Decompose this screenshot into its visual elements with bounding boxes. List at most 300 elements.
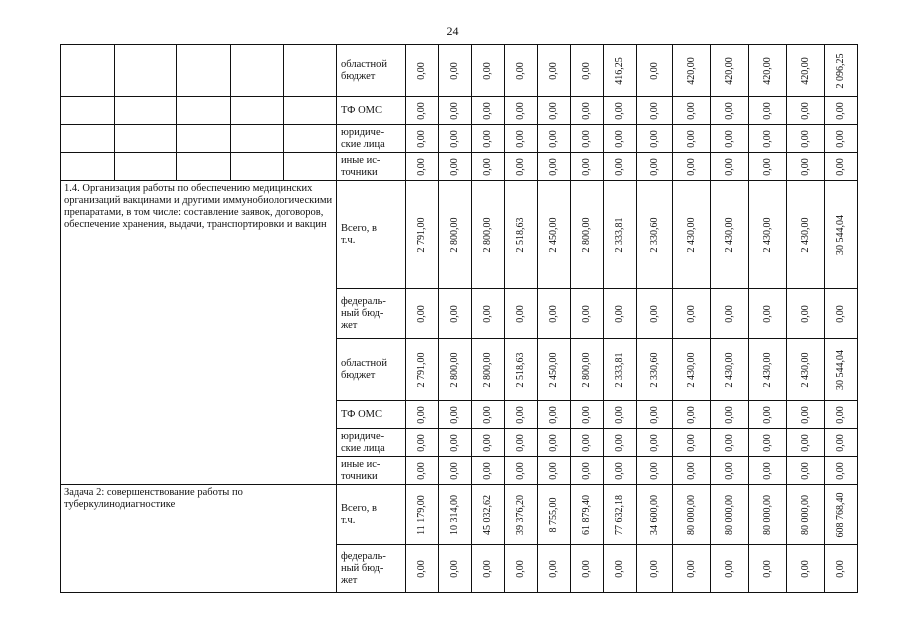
value-text: 0,00 <box>685 101 697 120</box>
value-cell <box>604 289 637 339</box>
value-cell <box>571 181 604 289</box>
value-text: 2 450,00 <box>548 352 559 387</box>
value-text: 0,00 <box>416 304 427 323</box>
value-text: 0,00 <box>648 157 660 176</box>
table-row <box>61 97 858 125</box>
value-cell <box>439 339 472 401</box>
value-text: 420,00 <box>723 56 735 85</box>
value-cell <box>637 153 673 181</box>
value-cell <box>711 429 749 457</box>
page-number: 24 <box>446 24 459 38</box>
empty-cell <box>284 153 337 181</box>
value-cell <box>825 45 858 97</box>
value-text: 0,00 <box>515 461 526 480</box>
value-cell <box>749 429 787 457</box>
value-cell <box>505 125 538 153</box>
value-cell <box>711 457 749 485</box>
value-cell <box>538 485 571 545</box>
value-cell <box>472 485 505 545</box>
value-cell <box>787 153 825 181</box>
value-cell <box>538 457 571 485</box>
value-text: 0,00 <box>761 101 773 120</box>
value-text: 2 333,81 <box>614 352 625 387</box>
value-text: 0,00 <box>482 405 493 424</box>
value-text: 0,00 <box>835 129 846 148</box>
value-text: 420,00 <box>685 56 697 85</box>
value-text: 0,00 <box>685 304 697 323</box>
value-text: 0,00 <box>614 461 625 480</box>
value-cell <box>571 401 604 429</box>
value-text: 11 179,00 <box>416 494 427 535</box>
value-text: 0,00 <box>581 129 592 148</box>
value-cell <box>406 339 439 401</box>
value-cell <box>406 181 439 289</box>
value-text: 0,00 <box>614 157 625 176</box>
value-text: 0,00 <box>835 304 846 323</box>
value-cell <box>571 429 604 457</box>
value-text: 0,00 <box>449 157 460 176</box>
funding-source-cell: ТФ ОМС <box>337 97 406 125</box>
value-cell <box>439 401 472 429</box>
value-text: 0,00 <box>723 559 735 578</box>
value-cell <box>406 45 439 97</box>
value-cell <box>711 125 749 153</box>
value-text: 0,00 <box>482 559 493 578</box>
value-cell <box>749 457 787 485</box>
value-text: 0,00 <box>581 433 592 452</box>
value-text: 0,00 <box>449 101 460 120</box>
empty-cell <box>61 153 115 181</box>
value-cell <box>571 545 604 593</box>
value-cell <box>749 485 787 545</box>
value-cell <box>749 45 787 97</box>
value-cell <box>749 153 787 181</box>
value-cell <box>604 485 637 545</box>
value-cell <box>637 457 673 485</box>
value-text: 0,00 <box>648 559 660 578</box>
funding-source-cell: областной бюджет <box>337 339 406 401</box>
value-cell <box>505 339 538 401</box>
value-cell <box>604 429 637 457</box>
value-cell <box>604 45 637 97</box>
value-text: 77 632,18 <box>614 494 625 535</box>
value-text: 0,00 <box>835 405 846 424</box>
value-text: 0,00 <box>614 129 625 148</box>
value-cell <box>637 45 673 97</box>
value-text: 2 430,00 <box>685 217 697 252</box>
value-text: 2 800,00 <box>449 217 460 252</box>
value-cell <box>571 485 604 545</box>
value-cell <box>749 545 787 593</box>
value-cell <box>472 429 505 457</box>
value-text: 0,00 <box>685 129 697 148</box>
value-cell <box>505 485 538 545</box>
value-cell <box>406 429 439 457</box>
value-text: 608 768,40 <box>835 492 846 537</box>
task-description-cell: Задача 2: совершенствование работы по туберкулинодиагностике <box>61 485 337 593</box>
value-text: 0,00 <box>799 304 811 323</box>
value-cell <box>472 181 505 289</box>
value-cell <box>787 429 825 457</box>
funding-source-cell: Всего, в т.ч. <box>337 485 406 545</box>
value-text: 0,00 <box>723 129 735 148</box>
value-text: 420,00 <box>761 56 773 85</box>
value-cell <box>406 125 439 153</box>
value-text: 0,00 <box>482 61 493 80</box>
value-cell <box>571 339 604 401</box>
value-text: 0,00 <box>482 433 493 452</box>
value-cell <box>749 289 787 339</box>
value-cell <box>787 485 825 545</box>
value-cell <box>825 485 858 545</box>
value-text: 0,00 <box>648 129 660 148</box>
value-cell <box>439 457 472 485</box>
value-cell <box>825 429 858 457</box>
value-text: 0,00 <box>416 405 427 424</box>
value-cell <box>472 153 505 181</box>
value-text: 30 544,04 <box>835 349 846 390</box>
value-cell <box>604 181 637 289</box>
value-text: 416,25 <box>614 56 625 85</box>
value-text: 0,00 <box>648 304 660 323</box>
value-cell <box>749 125 787 153</box>
value-text: 2 800,00 <box>482 217 493 252</box>
value-cell <box>711 45 749 97</box>
value-cell <box>472 125 505 153</box>
value-text: 0,00 <box>761 157 773 176</box>
empty-cell <box>177 97 231 125</box>
value-cell <box>825 545 858 593</box>
value-text: 0,00 <box>449 461 460 480</box>
value-cell <box>571 289 604 339</box>
value-text: 2 333,81 <box>614 217 625 252</box>
value-text: 2 330,60 <box>648 217 660 252</box>
value-cell <box>439 485 472 545</box>
value-text: 0,00 <box>581 61 592 80</box>
value-cell <box>472 545 505 593</box>
value-cell <box>637 339 673 401</box>
value-text: 2 430,00 <box>685 352 697 387</box>
value-text: 2 800,00 <box>449 352 460 387</box>
value-text: 2 430,00 <box>723 352 735 387</box>
value-text: 2 450,00 <box>548 217 559 252</box>
value-cell <box>439 97 472 125</box>
value-cell <box>472 339 505 401</box>
value-text: 0,00 <box>761 304 773 323</box>
value-cell <box>472 97 505 125</box>
value-cell <box>538 429 571 457</box>
value-text: 0,00 <box>548 461 559 480</box>
value-text: 0,00 <box>685 405 697 424</box>
empty-cell <box>115 45 177 97</box>
value-cell <box>472 289 505 339</box>
empty-cell <box>177 153 231 181</box>
value-cell <box>604 153 637 181</box>
value-text: 0,00 <box>614 101 625 120</box>
value-text: 0,00 <box>648 101 660 120</box>
value-text: 0,00 <box>723 433 735 452</box>
value-cell <box>673 429 711 457</box>
value-cell <box>825 401 858 429</box>
value-text: 2 518,63 <box>515 217 526 252</box>
value-text: 80 000,00 <box>761 494 773 535</box>
value-cell <box>439 545 472 593</box>
value-text: 0,00 <box>515 433 526 452</box>
value-text: 0,00 <box>799 129 811 148</box>
value-text: 0,00 <box>449 61 460 80</box>
value-text: 2 430,00 <box>761 352 773 387</box>
table-row <box>61 181 858 289</box>
value-cell <box>711 545 749 593</box>
value-text: 0,00 <box>548 61 559 80</box>
value-text: 0,00 <box>723 461 735 480</box>
value-text: 2 800,00 <box>581 352 592 387</box>
value-text: 0,00 <box>581 559 592 578</box>
value-text: 2 430,00 <box>799 352 811 387</box>
value-cell <box>538 45 571 97</box>
value-cell <box>505 97 538 125</box>
value-cell <box>637 125 673 153</box>
value-text: 0,00 <box>685 559 697 578</box>
value-text: 0,00 <box>799 101 811 120</box>
value-cell <box>571 97 604 125</box>
empty-cell <box>61 45 115 97</box>
value-cell <box>538 289 571 339</box>
value-cell <box>571 153 604 181</box>
empty-cell <box>284 45 337 97</box>
value-cell <box>472 45 505 97</box>
value-cell <box>825 97 858 125</box>
value-text: 0,00 <box>581 461 592 480</box>
value-text: 80 000,00 <box>723 494 735 535</box>
value-text: 0,00 <box>648 61 660 80</box>
value-text: 2 800,00 <box>482 352 493 387</box>
value-cell <box>439 181 472 289</box>
value-cell <box>711 97 749 125</box>
task-description-cell: 1.4. Организация работы по обеспечению медицинских организаций вакцинами и другими иммунобиологическими препаратами, в том числе: составление заявок, договоров, обеспечение хранения, выдачи, транспортировки и вакцин <box>61 181 337 485</box>
funding-source-cell: иные ис- точники <box>337 457 406 485</box>
value-text: 0,00 <box>761 405 773 424</box>
value-cell <box>406 457 439 485</box>
value-text: 0,00 <box>799 405 811 424</box>
value-text: 34 600,00 <box>648 494 660 535</box>
value-cell <box>538 97 571 125</box>
value-cell <box>673 125 711 153</box>
empty-cell <box>61 97 115 125</box>
table-row <box>61 45 858 97</box>
value-text: 0,00 <box>614 433 625 452</box>
value-cell <box>673 45 711 97</box>
value-cell <box>673 181 711 289</box>
value-cell <box>406 545 439 593</box>
budget-table <box>60 44 858 593</box>
value-text: 0,00 <box>548 129 559 148</box>
empty-cell <box>115 125 177 153</box>
value-cell <box>505 153 538 181</box>
value-text: 0,00 <box>548 101 559 120</box>
value-text: 0,00 <box>723 101 735 120</box>
value-cell <box>711 289 749 339</box>
value-cell <box>505 45 538 97</box>
value-text: 420,00 <box>799 56 811 85</box>
value-cell <box>637 545 673 593</box>
value-cell <box>711 401 749 429</box>
value-cell <box>604 545 637 593</box>
value-cell <box>571 125 604 153</box>
value-cell <box>787 401 825 429</box>
value-cell <box>787 289 825 339</box>
value-cell <box>505 429 538 457</box>
value-text: 0,00 <box>614 559 625 578</box>
value-text: 0,00 <box>548 405 559 424</box>
value-cell <box>787 339 825 401</box>
value-cell <box>825 181 858 289</box>
value-cell <box>406 153 439 181</box>
value-text: 2 791,00 <box>416 217 427 252</box>
value-cell <box>505 289 538 339</box>
empty-cell <box>115 153 177 181</box>
value-cell <box>673 289 711 339</box>
value-cell <box>406 289 439 339</box>
value-text: 0,00 <box>835 101 846 120</box>
funding-source-cell: Всего, в т.ч. <box>337 181 406 289</box>
table-row <box>61 485 858 545</box>
empty-cell <box>284 125 337 153</box>
value-text: 0,00 <box>515 304 526 323</box>
value-cell <box>637 485 673 545</box>
value-text: 0,00 <box>761 129 773 148</box>
value-text: 0,00 <box>723 157 735 176</box>
value-cell <box>505 401 538 429</box>
value-cell <box>787 457 825 485</box>
empty-cell <box>231 125 284 153</box>
value-text: 0,00 <box>449 559 460 578</box>
value-cell <box>439 125 472 153</box>
value-text: 2 430,00 <box>723 217 735 252</box>
value-cell <box>439 429 472 457</box>
value-cell <box>673 401 711 429</box>
value-cell <box>787 545 825 593</box>
value-text: 0,00 <box>416 129 427 148</box>
value-cell <box>673 97 711 125</box>
value-text: 0,00 <box>761 433 773 452</box>
value-cell <box>604 339 637 401</box>
value-text: 0,00 <box>761 559 773 578</box>
value-text: 0,00 <box>614 304 625 323</box>
value-cell <box>439 289 472 339</box>
value-cell <box>505 545 538 593</box>
value-text: 0,00 <box>685 433 697 452</box>
value-text: 2 518,63 <box>515 352 526 387</box>
value-cell <box>637 401 673 429</box>
value-text: 0,00 <box>614 405 625 424</box>
empty-cell <box>231 45 284 97</box>
value-text: 0,00 <box>835 433 846 452</box>
empty-cell <box>61 125 115 153</box>
value-cell <box>604 457 637 485</box>
value-cell <box>711 153 749 181</box>
value-cell <box>604 125 637 153</box>
value-cell <box>637 181 673 289</box>
value-cell <box>472 457 505 485</box>
empty-cell <box>231 153 284 181</box>
value-cell <box>505 457 538 485</box>
value-cell <box>825 339 858 401</box>
value-text: 0,00 <box>835 157 846 176</box>
table-row <box>61 153 858 181</box>
value-text: 0,00 <box>799 559 811 578</box>
value-text: 0,00 <box>799 461 811 480</box>
value-text: 39 376,20 <box>515 494 526 535</box>
value-text: 0,00 <box>648 405 660 424</box>
value-text: 0,00 <box>515 157 526 176</box>
value-cell <box>505 181 538 289</box>
value-cell <box>673 545 711 593</box>
value-cell <box>538 181 571 289</box>
value-text: 0,00 <box>482 304 493 323</box>
value-text: 0,00 <box>835 559 846 578</box>
value-text: 0,00 <box>799 157 811 176</box>
value-cell <box>538 153 571 181</box>
value-text: 0,00 <box>548 559 559 578</box>
value-cell <box>787 181 825 289</box>
value-cell <box>439 153 472 181</box>
value-cell <box>406 97 439 125</box>
value-text: 0,00 <box>581 101 592 120</box>
value-text: 45 032,62 <box>482 494 493 535</box>
value-cell <box>571 457 604 485</box>
funding-source-cell: иные ис- точники <box>337 153 406 181</box>
value-text: 0,00 <box>548 304 559 323</box>
value-cell <box>711 181 749 289</box>
value-text: 0,00 <box>482 129 493 148</box>
value-text: 0,00 <box>723 405 735 424</box>
value-text: 0,00 <box>416 559 427 578</box>
funding-source-cell: ТФ ОМС <box>337 401 406 429</box>
value-cell <box>538 339 571 401</box>
value-text: 0,00 <box>723 304 735 323</box>
value-cell <box>825 289 858 339</box>
value-text: 0,00 <box>449 129 460 148</box>
value-cell <box>439 45 472 97</box>
funding-source-cell: федераль- ный бюд- жет <box>337 545 406 593</box>
value-cell <box>825 153 858 181</box>
value-text: 0,00 <box>581 157 592 176</box>
value-cell <box>673 153 711 181</box>
value-cell <box>604 97 637 125</box>
value-cell <box>787 97 825 125</box>
value-cell <box>571 45 604 97</box>
value-text: 0,00 <box>685 461 697 480</box>
value-cell <box>673 485 711 545</box>
value-cell <box>673 457 711 485</box>
value-text: 0,00 <box>581 405 592 424</box>
funding-source-cell: юридиче- ские лица <box>337 125 406 153</box>
value-text: 0,00 <box>581 304 592 323</box>
value-text: 0,00 <box>515 61 526 80</box>
value-cell <box>538 125 571 153</box>
value-text: 0,00 <box>482 157 493 176</box>
value-text: 0,00 <box>648 461 660 480</box>
value-text: 0,00 <box>482 461 493 480</box>
funding-source-cell: федераль- ный бюд- жет <box>337 289 406 339</box>
value-text: 8 755,00 <box>548 497 559 532</box>
value-text: 0,00 <box>548 157 559 176</box>
value-text: 0,00 <box>648 433 660 452</box>
value-text: 0,00 <box>515 405 526 424</box>
empty-cell <box>284 97 337 125</box>
value-text: 2 791,00 <box>416 352 427 387</box>
